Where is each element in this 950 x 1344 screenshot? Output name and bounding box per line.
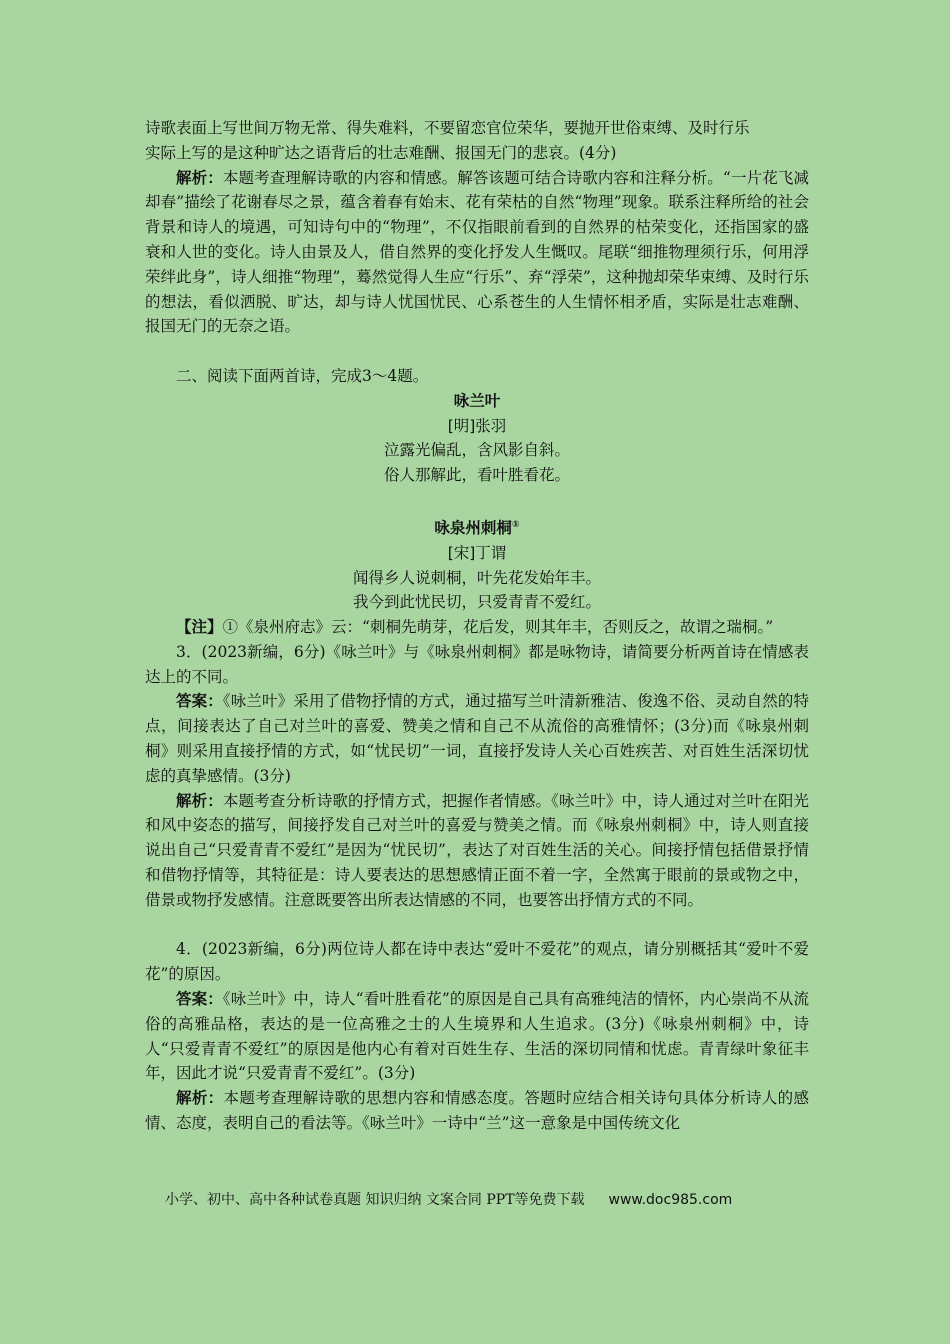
poem1-line: 俗人那解此，看叶胜看花。 xyxy=(383,466,570,485)
answer-continuation-line1: 诗歌表面上写世间万物无常、得失难料，不要留恋官位荣华，要抛开世俗束缚、及时行乐 xyxy=(145,119,750,137)
answer-text: 《咏兰叶》中，诗人“看叶胜看花”的原因是自己具有高雅纯洁的情怀，内心崇尚不从流俗的高雅品格，表达的是一位高雅之士的人生境界和人生追求。(3分)《咏泉州刺桐》中，诗人“只爱青青不爱红”的原因是他内心有着对百姓生存、生活的深切同情和忧虑。青青绿叶象征丰年，因此才说“只爱青青不爱红”。(3分) xyxy=(145,990,809,1083)
analysis-label: 解析： xyxy=(176,790,223,810)
analysis-label: 解析： xyxy=(176,167,223,187)
question-3: 3．(2023新编，6分)《咏兰叶》与《咏泉州刺桐》都是咏物诗，请简要分析两首诗在情感表达上的不同。 xyxy=(145,642,809,686)
footer-site-link[interactable]: www.doc985.com xyxy=(608,1192,733,1208)
note-label: 【注】 xyxy=(176,617,223,637)
poem2-author: [宋]丁谓 xyxy=(447,543,507,562)
analysis-label: 解析： xyxy=(176,1088,224,1108)
answer-label: 答案： xyxy=(176,989,223,1009)
footnote-mark: ① xyxy=(511,519,520,530)
q3-analysis xyxy=(145,789,809,913)
analysis-text: 本题考查理解诗歌的内容和情感。解答该题可结合诗歌内容和注释分析。“一片花飞减却春”描绘了花谢春尽之景，蕴含着春有始末、花有荣枯的自然“物理”现象。联系注释所给的社会背景和诗人的境遇，可知诗句中的“物理”，不仅指眼前看到的自然界的枯荣变化，还指国家的盛衰和人世的变化。诗人由景及人，借自然界的变化抒发人生慨叹。尾联“细推物理须行乐，何用浮荣绊此身”，诗人细推“物理”，蓦然觉得人生应“行乐”、弃“浮荣”，这种抛却荣华束缚、及时行乐的想法，看似洒脱、旷达，却与诗人忧国忧民、心系苍生的人生情怀相矛盾，实际是壮志难酬、报国无门的无奈之语。 xyxy=(145,168,809,336)
question-4: 4．(2023新编，6分)两位诗人都在诗中表达“爱叶不爱花”的观点，请分别概括其“爱叶不爱花”的原因。 xyxy=(145,940,809,984)
poem2-line: 我今到此忧民切，只爱青青不爱红。 xyxy=(352,593,601,612)
footnote xyxy=(145,615,809,640)
answer-continuation-line2: 实际上写的是这种旷达之语背后的壮志难酬、报国无门的悲哀。(4分) xyxy=(145,143,617,162)
poem2-title-line xyxy=(145,513,809,541)
page-footer xyxy=(165,1189,805,1211)
poem2-title: 咏泉州刺桐 xyxy=(434,518,512,537)
analysis-text: 本题考查理解诗歌的思想内容和情感态度。答题时应结合相关诗句具体分析诗人的感情、态度，表明自己的看法等。《咏兰叶》一诗中“兰”这一意象是中国传统文化 xyxy=(145,1089,809,1133)
answer-text: 《咏兰叶》采用了借物抒情的方式，通过描写兰叶清新雅洁、俊逸不俗、灵动自然的特点，间接表达了自己对兰叶的喜爱、赞美之情和自己不从流俗的高雅情怀；(3分)而《咏泉州刺桐》则采用直接抒情的方式，如“忧民切”一词，直接抒发诗人关心百姓疾苦、对百姓生活深切忧虑的真挚感情。(3分) xyxy=(145,692,809,785)
q4-answer xyxy=(145,987,809,1086)
analysis-text: 本题考查分析诗歌的抒情方式，把握作者情感。《咏兰叶》中，诗人通过对兰叶在阳光和风中姿态的描写，间接抒发自己对兰叶的喜爱与赞美之情。而《咏泉州刺桐》中，诗人则直接说出自己“只爱青青不爱红”是因为“忧民切”，表达了对百姓生活的关心。间接抒情包括借景抒情和借物抒情等，其特征是：诗人要表达的思想感情正面不着一字，全然寓于眼前的景或物之中，借景或物抒发感情。注意既要答出所表达情感的不同，也要答出抒情方式的不同。 xyxy=(145,791,809,909)
q3-answer xyxy=(145,689,809,788)
page-content xyxy=(145,116,809,1136)
q4-analysis xyxy=(145,1086,809,1136)
section-heading: 二、阅读下面两首诗，完成3～4题。 xyxy=(176,366,429,385)
poem2-line: 闻得乡人说刺桐，叶先花发始年丰。 xyxy=(352,568,601,587)
answer-label: 答案： xyxy=(176,691,223,711)
poem1-title: 咏兰叶 xyxy=(453,391,501,410)
poem1-author: [明]张羽 xyxy=(447,416,507,435)
analysis-paragraph-1 xyxy=(145,166,809,340)
poem1-line: 泣露光偏乱，含风影自斜。 xyxy=(383,441,570,460)
footer-text: 小学、初中、高中各种试卷真题 知识归纳 文案合同 PPT等免费下载 xyxy=(165,1192,585,1208)
note-text: ①《泉州府志》云：“刺桐先萌芽，花后发，则其年丰，否则反之，故谓之瑞桐。” xyxy=(222,618,774,637)
